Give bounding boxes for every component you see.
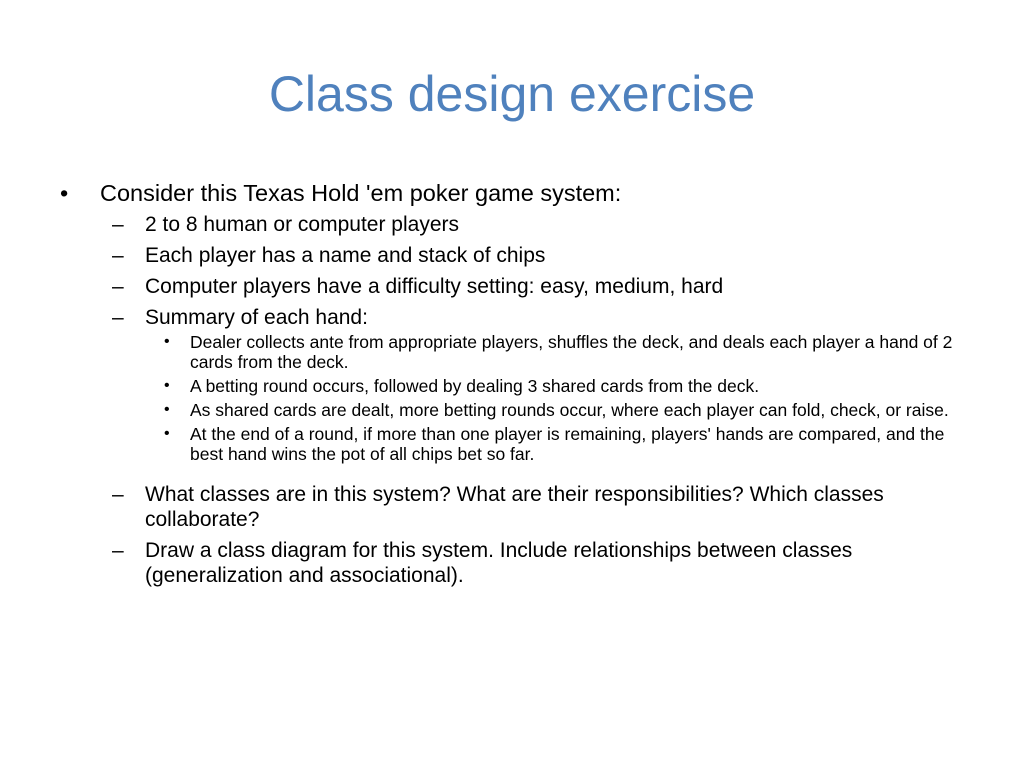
dash-marker: – (112, 213, 124, 236)
list-item-text: Each player has a name and stack of chips (145, 244, 546, 267)
bullet-item (60, 178, 980, 208)
dash-marker: – (112, 483, 124, 506)
bullet-marker: • (60, 180, 69, 206)
list-item-hand-summary (60, 305, 980, 330)
hand-step (60, 376, 980, 396)
hand-step (60, 400, 980, 420)
dash-marker: – (112, 275, 124, 298)
list-item-text: Draw a class diagram for this system. Include relationships between classes (generalization and associational). (145, 539, 853, 587)
list-item-text: Summary of each hand: (145, 306, 368, 329)
dash-marker: – (112, 244, 124, 267)
list-item-players (60, 212, 980, 237)
sub-bullet-marker: • (164, 425, 170, 442)
list-item-text: What classes are in this system? What are their responsibilities? Which classes collaborate? (145, 483, 884, 531)
dash-marker: – (112, 539, 124, 562)
slide-title: Class design exercise (268, 66, 756, 122)
list-item-player-attributes (60, 243, 980, 268)
dash-marker: – (112, 306, 124, 329)
hand-step-text: A betting round occurs, followed by dealing 3 shared cards from the deck. (190, 376, 760, 396)
hand-step-text: At the end of a round, if more than one player is remaining, players' hands are compared, and the best hand wins the pot of all chips bet so far. (190, 424, 945, 464)
hand-step-text: Dealer collects ante from appropriate players, shuffles the deck, and deals each player a hand of 2 cards from the deck. (190, 332, 953, 372)
list-item-text: Computer players have a difficulty setting: easy, medium, hard (145, 275, 724, 298)
hand-step (60, 424, 980, 464)
list-item-difficulty (60, 274, 980, 299)
list-item-question-diagram (60, 538, 980, 588)
sub-bullet-marker: • (164, 401, 170, 418)
slide-content (60, 178, 980, 588)
hand-step (60, 332, 980, 372)
bullet-text: Consider this Texas Hold 'em poker game system: (100, 180, 622, 206)
list-item-text: 2 to 8 human or computer players (145, 213, 459, 236)
hand-step-text: As shared cards are dealt, more betting rounds occur, where each player can fold, check, or raise. (190, 400, 949, 420)
sub-bullet-marker: • (164, 377, 170, 394)
list-item-question-classes (60, 482, 980, 532)
sub-bullet-marker: • (164, 333, 170, 350)
